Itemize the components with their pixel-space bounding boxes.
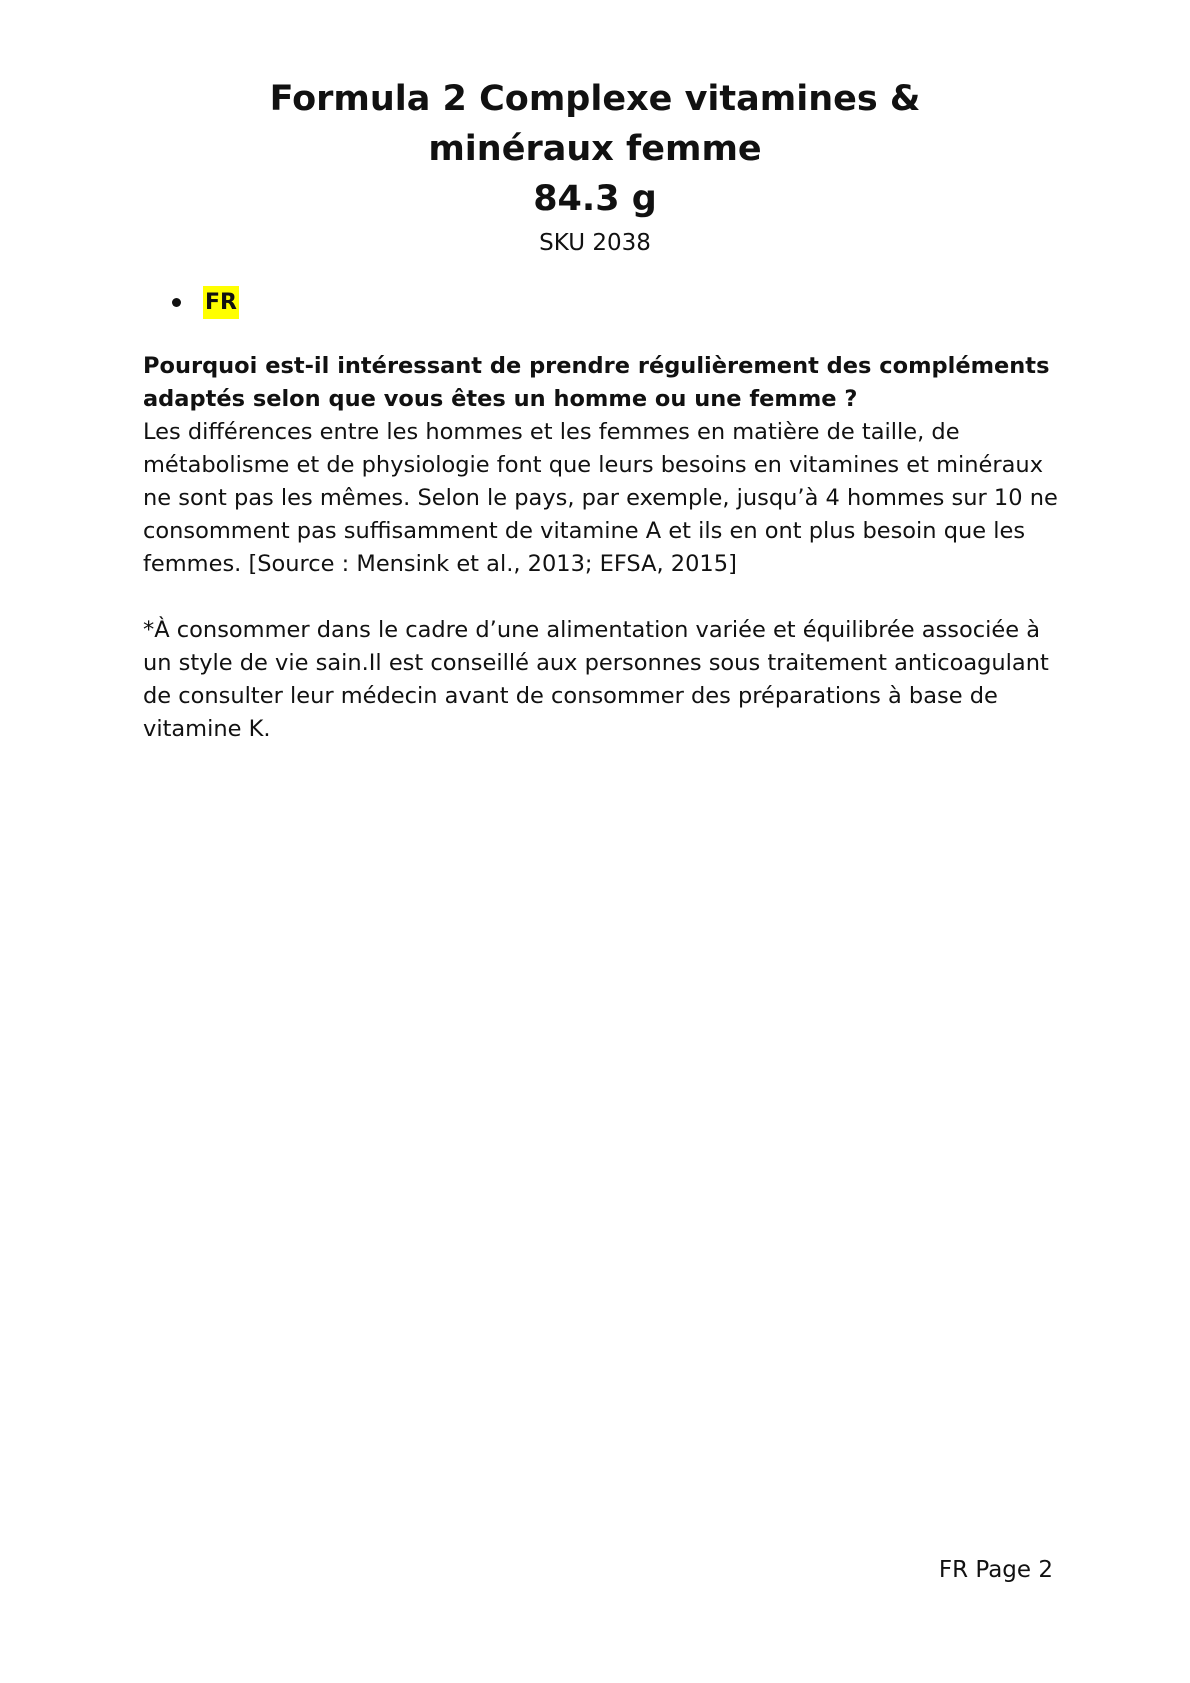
- faq-answer: Les différences entre les hommes et les femmes en matière de taille, de métabolisme et de physiologie font que leurs besoins en vitamines et minéraux ne sont pas les mêmes. Selon le pays, par exemple, jusqu’à 4 hommes sur 10 ne consomment pas suffisamment de vitamine A et ils en ont plus besoin que les femmes. [Source : Mensink et al., 2013; EFSA, 2015]: [143, 419, 1058, 577]
- bullet-icon: [172, 298, 181, 307]
- disclaimer-text: *À consommer dans le cadre d’une alimentation variée et équilibrée associée à un style de vie sain.Il est conseillé aux personnes sous traitement anticoagulant de consulter leur médecin avant de consommer des préparations à base de vitamine K.: [143, 617, 1049, 742]
- document-body: [143, 350, 1068, 746]
- product-title: Formula 2 Complexe vitamines & minéraux femme: [269, 79, 921, 169]
- product-sku: SKU 2038: [539, 230, 651, 256]
- language-item-fr: [172, 284, 239, 320]
- product-weight: 84.3 g: [533, 179, 657, 219]
- page-footer: FR Page 2: [938, 1557, 1053, 1583]
- language-list: [172, 284, 239, 320]
- language-label: FR: [203, 286, 239, 319]
- faq-question: Pourquoi est-il intéressant de prendre régulièrement des compléments adaptés selon que vous êtes un homme ou une femme ?: [143, 353, 1050, 412]
- document-header: [180, 74, 1010, 258]
